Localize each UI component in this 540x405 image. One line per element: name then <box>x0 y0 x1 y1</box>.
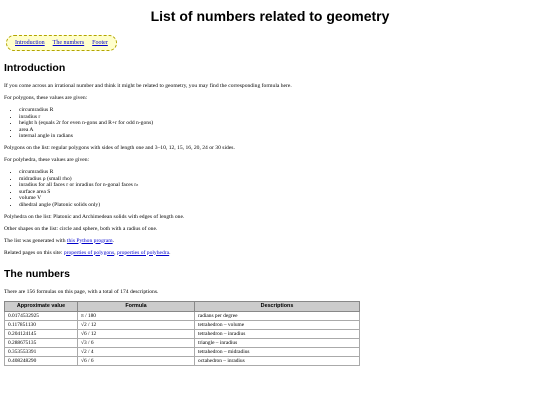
value-cell: 0.288675135 <box>5 338 78 347</box>
intro-paragraph: If you come across an irrational number and think it might be related to geometry, you may find the corresponding formula here. <box>4 83 292 89</box>
related-pages: Related pages on this site: properties of polygons, properties of polyhedra. <box>4 249 171 256</box>
polygons-on-list: Polygons on the list: regular polygons with sides of length one and 3–10, 12, 15, 16, 20, 24 or 30 sides. <box>4 144 235 151</box>
description-cell: octahedron – inradius <box>195 357 360 366</box>
table-of-contents <box>6 35 117 51</box>
formula-cell: √2 / 12 <box>78 320 195 329</box>
other-shapes: Other shapes on the list: circle and sphere, both with a radius of one. <box>4 225 158 232</box>
column-header-descriptions: Descriptions <box>195 301 360 311</box>
page-title: List of numbers related to geometry <box>150 8 390 24</box>
formula-cell: √2 / 4 <box>78 347 195 356</box>
list-item: • internal angle in radians <box>19 133 536 140</box>
toc-link-the-numbers[interactable]: The numbers <box>52 40 85 46</box>
table-row <box>5 320 360 329</box>
toc-link-introduction[interactable]: Introduction <box>15 40 45 46</box>
value-cell: 0.0174532925 <box>5 311 78 320</box>
polygons-properties-link[interactable]: properties of polygons <box>63 249 115 256</box>
table-row <box>5 357 360 366</box>
section-heading-the-numbers: The numbers <box>4 267 70 280</box>
toc-link-footer[interactable]: Footer <box>92 40 108 46</box>
list-item: • midradius ρ (small rho) <box>19 176 536 183</box>
table-row <box>5 311 360 320</box>
list-item: • surface area S <box>19 189 536 196</box>
list-item: • volume V <box>19 195 536 202</box>
table-row <box>5 347 360 356</box>
list-item: • inradius for all faces r or inradius for n-gonal faces rₙ <box>19 182 536 189</box>
list-item: • height h (equals 2r for even n-gons and R+r for odd n-gons) <box>19 120 536 127</box>
polygon-values-list <box>4 107 536 140</box>
polyhedra-properties-link[interactable]: properties of polyhedra <box>116 249 170 256</box>
numbers-table <box>4 301 360 367</box>
table-header-row <box>5 301 360 311</box>
column-header-formula: Formula <box>78 301 195 311</box>
table-row <box>5 338 360 347</box>
description-cell: tetrahedron – inradius <box>195 329 360 338</box>
list-item: • circumradius R <box>19 107 536 114</box>
polygons-intro: For polygons, these values are given: <box>4 95 88 101</box>
description-cell: triangle – inradius <box>195 338 360 347</box>
value-cell: 0.408248290 <box>5 357 78 366</box>
description-cell: tetrahedron – midradius <box>195 347 360 356</box>
polyhedra-on-list: Polyhedra on the list: Platonic and Archimedean solids with edges of length one. <box>4 213 185 220</box>
list-item: • circumradius R <box>19 169 536 176</box>
list-item: • area A <box>19 127 536 134</box>
table-row <box>5 329 360 338</box>
formula-cell: √3 / 6 <box>78 338 195 347</box>
python-program-link[interactable]: this Python program <box>66 237 113 244</box>
list-item: • inradius r <box>19 114 536 121</box>
numbers-summary: There are 156 formulas on this page, with a total of 174 descriptions. <box>4 288 159 295</box>
generated-with: The list was generated with this Python program. <box>4 237 115 244</box>
polyhedra-values-list <box>4 169 536 209</box>
polyhedra-intro: For polyhedra, these values are given: <box>4 156 90 163</box>
formula-cell: √6 / 12 <box>78 329 195 338</box>
column-header-approximate-value: Approximate value <box>5 301 78 311</box>
formula-cell: π / 180 <box>78 311 195 320</box>
formula-cell: √6 / 6 <box>78 357 195 366</box>
value-cell: 0.117851130 <box>5 320 78 329</box>
description-cell: radians per degree <box>195 311 360 320</box>
section-heading-introduction: Introduction <box>4 62 66 74</box>
description-cell: tetrahedron – volume <box>195 320 360 329</box>
list-item: • dihedral angle (Platonic solids only) <box>19 202 536 209</box>
value-cell: 0.204124145 <box>5 329 78 338</box>
value-cell: 0.353553391 <box>5 347 78 356</box>
